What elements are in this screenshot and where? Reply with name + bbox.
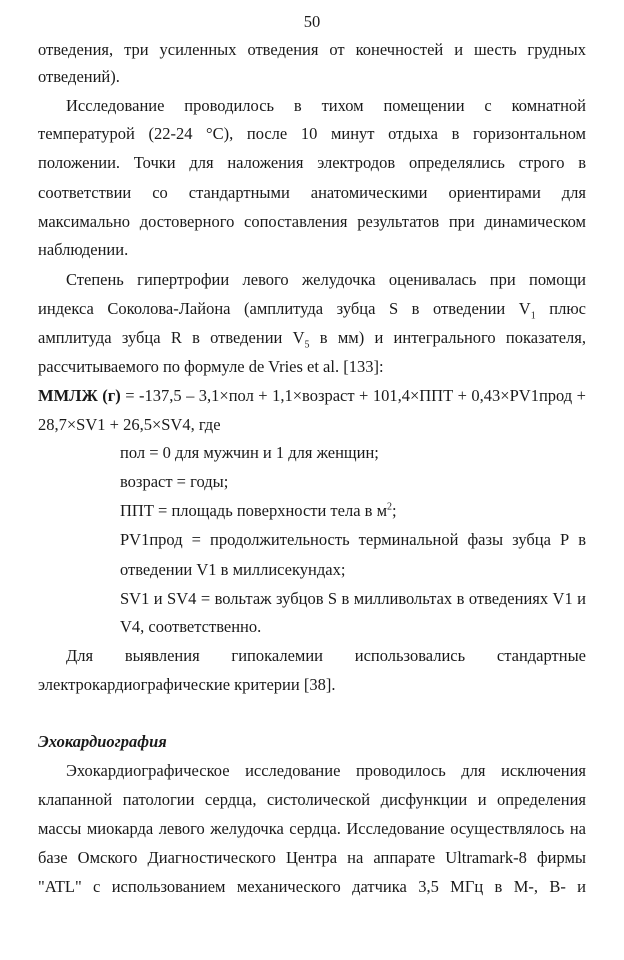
text-line: индекса Соколова-Лайона (амплитуда зубца S в отведении $V_1$ плюс (38, 299, 586, 322)
formula-line: 28,7×SV1 + 26,5×SV4, где (38, 415, 221, 434)
text-line: отведений). (38, 67, 120, 86)
text-line: положении. Точки для наложения электродов определялись строго в (38, 153, 586, 172)
formula-line: ММЛЖ (г) = -137,5 – 3,1×пол + 1,1×возраст + 101,4×ППТ + 0,43×PV1прод + (38, 386, 586, 405)
text-line: Для выявления гипокалемии использовались стандартные (66, 646, 586, 665)
text-line: соответствии со стандартными анатомическими ориентирами для (38, 183, 586, 202)
text-line: электрокардиографические критерии [38]. (38, 675, 336, 694)
text-line: температурой (22-24 °С), после 10 минут отдыха в горизонтальном (38, 124, 586, 143)
formula-label: ММЛЖ (г) (38, 386, 121, 405)
page-number: 50 (303, 12, 321, 31)
definition-line: ППТ = площадь поверхности тела в $м^2$; (120, 501, 397, 520)
definition-line: V4, соответственно. (120, 617, 262, 636)
text-line: массы миокарда левого желудочка сердца. Исследование осуществлялось на (38, 819, 586, 838)
text-line: амплитуда зубца R в отведении $V_5$ в мм) и интегрального показателя, (38, 328, 586, 351)
text-line: отведения, три усиленных отведения от конечностей и шесть грудных (38, 40, 586, 59)
text-line: Исследование проводилось в тихом помещении с комнатной (66, 96, 586, 115)
definition-line: отведении V1 в миллисекундах; (120, 560, 346, 579)
text-line: Степень гипертрофии левого желудочка оценивалась при помощи (66, 270, 586, 289)
text-line: клапанной патологии сердца, систолической дисфункции и определения (38, 790, 586, 809)
definition-line: возраст = годы; (120, 472, 229, 491)
definition-line: PV1прод = продолжительность терминальной фазы зубца Р в (120, 530, 586, 549)
text-line: максимально достоверного сопоставления результатов при динамическом (38, 212, 586, 231)
text-line: Эхокардиографическое исследование проводилось для исключения (66, 761, 586, 780)
definition-line: пол = 0 для мужчин и 1 для женщин; (120, 443, 379, 462)
definition-line: SV1 и SV4 = вольтаж зубцов S в милливольтах в отведениях V1 и (120, 589, 586, 608)
text-line: рассчитываемого по формуле de Vries et al. [133]: (38, 357, 384, 376)
text-line: наблюдении. (38, 240, 129, 259)
text-line: базе Омского Диагностического Центра на аппарате Ultramark-8 фирмы (38, 848, 586, 867)
text-line: "ATL" с использованием механического датчика 3,5 МГц в М-, В- и (38, 877, 586, 896)
section-heading: Эхокардиография (38, 732, 167, 751)
